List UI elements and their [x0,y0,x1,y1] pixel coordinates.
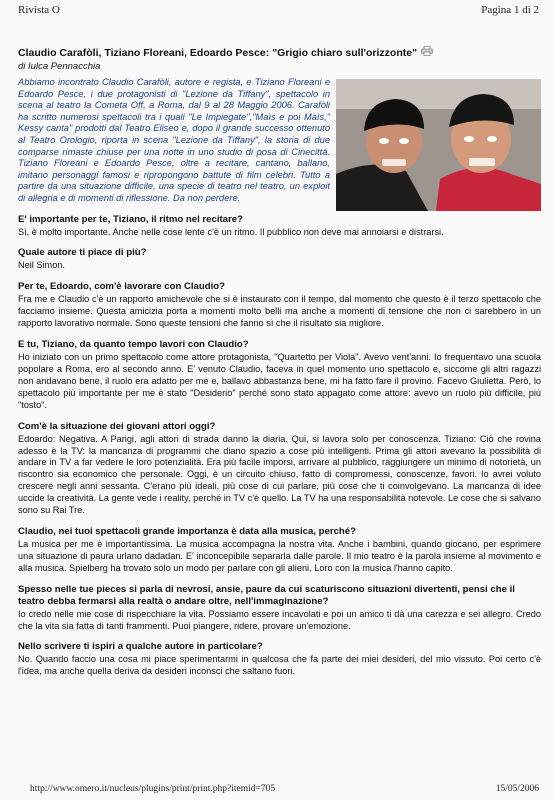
page-indicator: Pagina 1 di 2 [481,4,539,16]
answer: No. Quando faccio una cosa mi piace sperimentarmi in qualcosa che fa parte dei miei desideri, del mio vissuto. Poi certo c'è l'idea, ma anche quella deriva da desideri inconsci che saltano fuori. [18,654,541,677]
qa-item [18,247,541,272]
qa-list [18,214,541,679]
question: E tu, Tiziano, da quanto tempo lavori con Claudio? [18,339,249,351]
answer: La musica per me è importantissima. La musica accompagna la nostra vita. Anche i bambini, quando giocano, per esprimere una situazione di paura urlano dadadan. E' inconcepibile separarla dalle parole. Il mio teatro è la parola insieme al movimento e alla musica. Spielberg ha trovato solo un modo per parlare con gli alieni. Loro con la musica l'hanno capito. [18,538,541,573]
print-icon[interactable] [421,46,433,60]
byline: di Iulca Pennacchia [18,61,101,72]
footer-date: 15/05/2006 [495,784,539,794]
answer: Fra me e Claudio c'è un rapporto amichevole che si è instaurato con il tempo, dal momento che questo è il terzo spettacolo che facciamo insieme. Questa amicizia porta a momenti molto belli ma anche a momenti di tensione che non ci sarebbero in un rapporto lavorativo normale. Sono queste tensioni che fanno sì che il risultato sia migliore. [18,294,541,329]
qa-item [18,281,541,330]
source-name: Rivista O [18,4,60,16]
question: Spesso nelle tue pieces si parla di nevrosi, ansie, paure da cui scaturiscono situazioni divertenti, pensi che il teatro debba fermarsi alla realtà o andare oltre, nell'immaginazione? [18,583,515,607]
question: E' importante per te, Tiziano, il ritmo nel recitare? [18,213,243,225]
qa-item [18,526,541,575]
qa-item [18,641,541,678]
article-title [18,46,541,60]
article [18,46,541,678]
question: Per te, Edoardo, com'è lavorare con Claudio? [18,281,226,293]
qa-item [18,214,541,239]
answer: Ho iniziato con un primo spettacolo come attore protagonista, "Quartetto per Viola". Avevo vent'anni. Io frequentavo una scuola popolare a Roma, ero al secondo anno. E' venuto Claudio, faceva in quel momento uno spettacolo e, siccome gli altri ragazzi non andavano bene, il ruolo era adatto per me e, ballavo abbastanza bene, mi ha fatto fare il provino. Facevo Giulietta. Però, lo spettacolo più importante per me è stato "Desiderio" perché sono stato appagato come attore: avevo un ruolo più difficile, più "tosto". [18,352,541,410]
intro-section [18,77,541,205]
answer: Io credo nelle mie cose di rispecchiare la vita. Possiamo essere incavolati e poi un amico ti dà una carezza e sei allegro. Credo che la vita sia fatta di tanti frammenti. Puoi piangere, ridere, provare un'emozione. [18,608,541,631]
qa-item [18,584,541,633]
article-title-text: Claudio Carafòli, Tiziano Floreani, Edoardo Pesce: "Grigio chiaro sull'orizzonte" [18,46,418,59]
answer: Sì, è molto importante. Anche nelle cose lente c'è un ritmo. Il pubblico non deve mai annoiarsi e distrarsi. [18,226,444,237]
question: Com'è la situazione dei giovani attori oggi? [18,420,216,432]
actors-photo [336,79,541,211]
footer-url: http://www.omero.it/nucleus/plugins/print/print.php?itemid=705 [30,784,276,794]
answer: Edoardo: Negativa. A Parigi, agli attori di strada danno la diaria. Qui, si lavora solo per conoscenza. Tiziano: Ciò che rovina adesso è la TV: la mancanza di programmi che diano spazio a cose più intelligenti. Prima gli attori avevano la possibilità di andare in TV a far vedere le loro potenzialità. Era più facile imporsi, arrivare al pubblico, raggiungere un minimo di notorietà, un riscontro sia economico che personale. Oggi, è un circuito chiuso, fatto di compromessi, conoscenze, favori. Io avrei voluto crescere negli anni sessanta. C'erano più ideali, più cose di cui parlare, più cose che ti coinvolgevano. La mancanza di idee uccide la creatività. La gente vede i reality, perché in TV c'è quello. La TV ha una responsabilità notevole. Le cose che si salvano sono su Rai Tre. [18,433,541,516]
question: Nello scrivere ti ispiri a qualche autore in particolare? [18,641,263,653]
question: Claudio, nei tuoi spettacoli grande importanza è data alla musica, perché? [18,525,356,537]
qa-item [18,339,541,412]
answer: Neil Simon. [18,260,65,271]
question: Quale autore ti piace di più? [18,247,147,259]
qa-item [18,421,541,517]
intro-paragraph: Abbiamo incontrato Claudio Carafòli, autore e regista, e Tiziano Floreani e Edoardo Pesce, i due protagonisti di "Lezione da Tiffany", spettacolo in scena al teatro la Cometa Off, a Roma, dal 9 al 28 Maggio 2006. Carafòli ha scritto numerosi spettacoli tra i quali "Le Impiegate","Maìs e poi Maìs," Kessy canta" prodotti dal Teatro Eliseo e, dopo il grande successo ottenuto al Teatro Orologio, riporta in scena "Lezione da Tiffany", la storia di due comparse rimaste chiuse per una notte in uno studio di posa di Cinecittà. Tiziano Floreani e Edoardo Pesce, oltre a recitare, cantano, ballano, imitano personaggi famosi e ripropongono battute di film celebri. Tutto a partire da una situazione difficile, una specie di teatro nel teatro, un exploit di allegria e di momenti di riflessione. Da non perdere. [18,77,330,203]
